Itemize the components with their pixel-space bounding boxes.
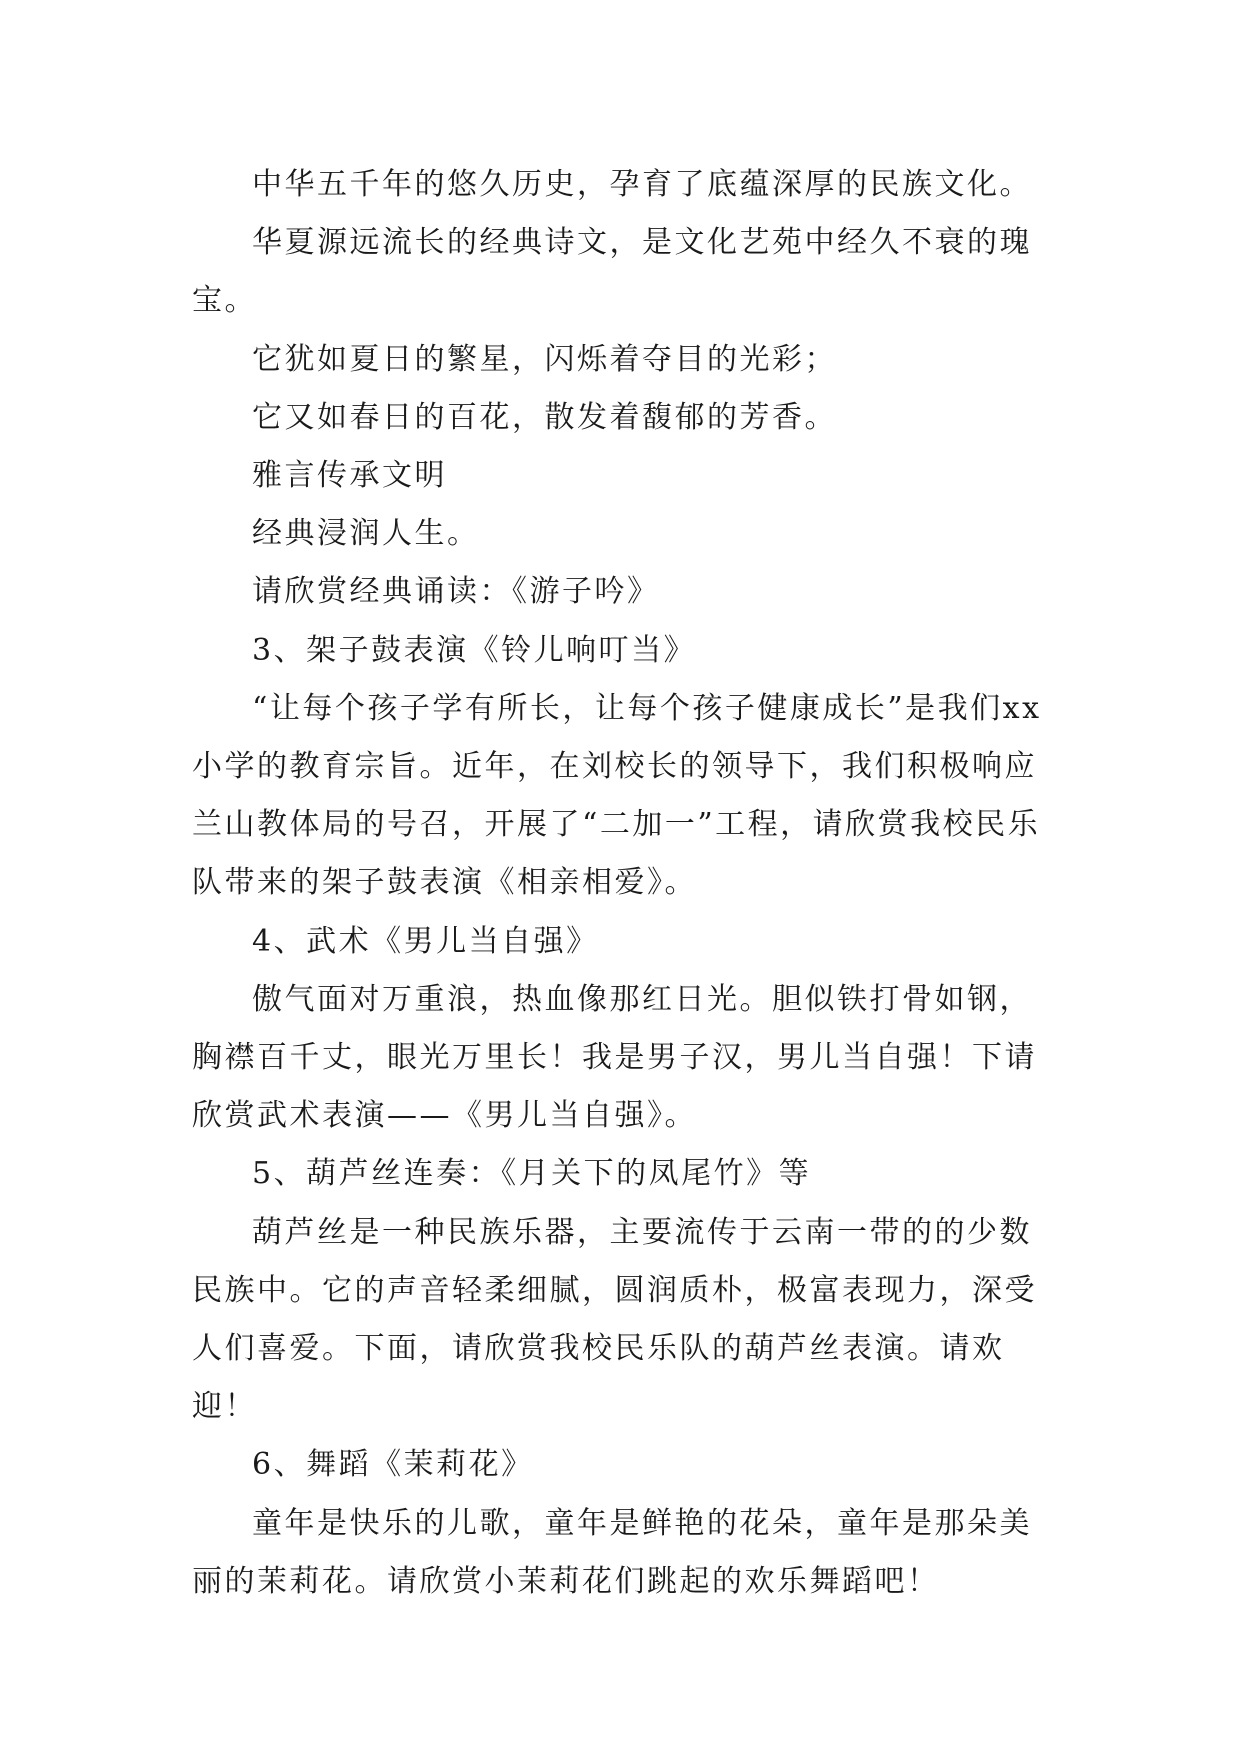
heading-program-6: 6、舞蹈《茉莉花》 — [252, 1447, 534, 1483]
paragraph-summer-stars: 它犹如夏日的繁星，闪烁着夺目的光彩； — [252, 341, 837, 377]
paragraph-elegant-words: 雅言传承文明 — [252, 458, 447, 494]
paragraph-dance-intro: 童年是快乐的儿歌，童年是鲜艳的花朵，童年是那朵美丽的茉莉花。请欣赏小茉莉花们跳起的欢乐舞蹈吧！ — [192, 1505, 1032, 1599]
paragraph-spring-flowers: 它又如春日的百花，散发着馥郁的芳香。 — [252, 399, 837, 435]
paragraph-martial-arts-intro: 傲气面对万重浪，热血像那红日光。胆似铁打骨如钢，胸襟百千丈，眼光万里长！我是男子汉，男儿当自强！下请欣赏武术表演——《男儿当自强》。 — [192, 981, 1037, 1134]
paragraph-intro-history: 中华五千年的悠久历史，孕育了底蕴深厚的民族文化。 — [252, 167, 1032, 202]
heading-program-3: 3、架子鼓表演《铃儿响叮当》 — [252, 632, 697, 668]
heading-program-5: 5、葫芦丝连奏：《月关下的凤尾竹》等 — [252, 1156, 812, 1192]
paragraph-recitation: 请欣赏经典诵读：《游子吟》 — [252, 574, 660, 610]
paragraph-classics-life: 经典浸润人生。 — [252, 516, 480, 552]
document-body — [192, 156, 1060, 1611]
paragraph-classic-poetry: 华夏源远流长的经典诗文，是文化艺苑中经久不衰的瑰宝。 — [192, 225, 1032, 319]
heading-program-4: 4、武术《男儿当自强》 — [252, 923, 599, 959]
paragraph-drum-intro: “让每个孩子学有所长，让每个孩子健康成长”是我们xx小学的教育宗旨。近年，在刘校长的领导下，我们积极响应兰山教体局的号召，开展了“二加一”工程，请欣赏我校民乐队带来的架子鼓表演《相亲相爱》。 — [192, 690, 1042, 901]
paragraph-hulusi-intro: 葫芦丝是一种民族乐器，主要流传于云南一带的的少数民族中。它的声音轻柔细腻，圆润质朴，极富表现力，深受人们喜爱。下面，请欣赏我校民乐队的葫芦丝表演。请欢迎！ — [192, 1214, 1037, 1425]
